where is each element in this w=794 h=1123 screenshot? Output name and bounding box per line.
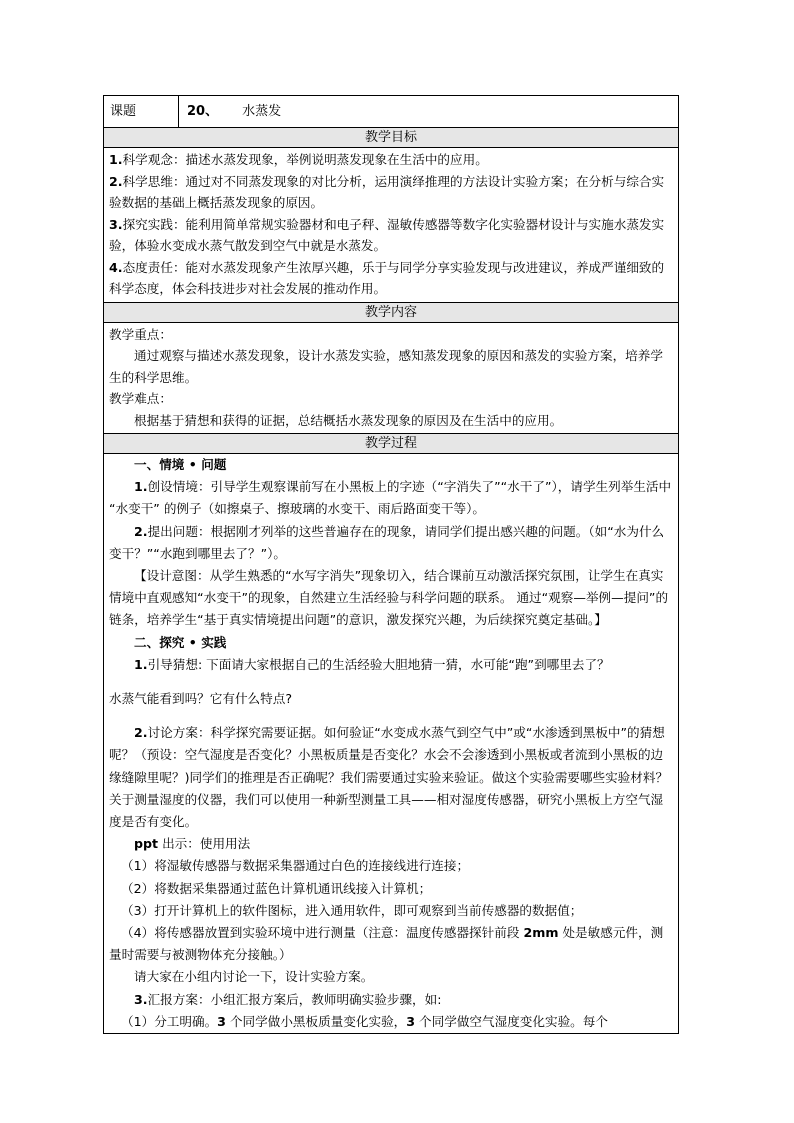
objective-item: 2.科学思维：通过对不同蒸发现象的对比分析，运用演绎推理的方法设计实验方案；在分析与综合实验数据的基础上概括蒸发现象的原因。 bbox=[109, 173, 665, 210]
part1-title: 一、情境 • 问题 bbox=[134, 457, 227, 472]
objective-item: 1.科学观念：描述水蒸发现象，举例说明蒸发现象在生活中的应用。 bbox=[109, 152, 488, 167]
lesson-title: 水蒸发 bbox=[242, 104, 282, 119]
topic-value bbox=[179, 96, 678, 127]
title-row bbox=[104, 96, 678, 128]
process-heading: 教学过程 bbox=[104, 434, 678, 454]
objective-item: 3.探究实践：能利用简单常规实验器材和电子秤、湿敏传感器等数字化实验器材设计与实施水蒸发实验，体验水变成水蒸气散发到空气中就是水蒸发。 bbox=[109, 216, 665, 253]
process-paragraph: 请大家在小组内讨论一下，设计实验方案。 bbox=[134, 969, 374, 985]
lesson-plan-table bbox=[103, 95, 679, 1034]
difficulty-text: 根据基于猜想和获得的证据，总结概括水蒸发现象的原因及在生活中的应用。 bbox=[134, 412, 563, 428]
process-paragraph: 1.创设情境：引导学生观察课前写在小黑板上的字迹（“字消失了”“水干了”），请学生列举生活中 “水变干” 的例子（如擦桌子、擦玻璃的水变干、雨后路面变干等）。 bbox=[109, 479, 672, 517]
process-paragraph: 2.提出问题：根据刚才列举的这些普遍存在的现象，请同学们提出感兴趣的问题。（如“水为什么变干？”“水跑到哪里去了？”）。 bbox=[109, 523, 665, 561]
usage-step: （3）打开计算机上的软件图标，进入通用软件，即可观察到当前传感器的数据值； bbox=[121, 902, 583, 918]
part2-title: 二、探究 • 实践 bbox=[134, 634, 227, 650]
ppt-line: ppt 出示：使用用法 bbox=[134, 836, 251, 852]
process-paragraph: 3.汇报方案：小组汇报方案后，教师明确实验步骤，如: bbox=[134, 991, 442, 1007]
process-section bbox=[104, 454, 678, 1033]
process-paragraph: 1.引导猜想: 下面请大家根据自己的生活经验大胆地猜一猜，水可能“跑”到哪里去了？ bbox=[134, 656, 610, 672]
usage-step: （2）将数据采集器通过蓝色计算机通讯线接入计算机； bbox=[121, 880, 432, 896]
objectives-section bbox=[104, 148, 678, 303]
content-heading: 教学内容 bbox=[104, 303, 678, 323]
process-paragraph: （1）分工明确。3 个同学做小黑板质量变化实验，3 个同学做空气湿度变化实验。每个 bbox=[121, 1013, 608, 1029]
usage-step: （1）将湿敏传感器与数据采集器通过白色的连接线进行连接； bbox=[121, 858, 470, 874]
process-paragraph: 水蒸气能看到吗？它有什么特点? bbox=[109, 691, 292, 707]
key-points-label: 教学重点： bbox=[109, 326, 172, 342]
difficulty-label: 教学难点： bbox=[109, 391, 172, 406]
spacer bbox=[109, 710, 675, 722]
objectives-heading: 教学目标 bbox=[104, 128, 678, 148]
content-section bbox=[104, 323, 678, 435]
topic-label: 课题 bbox=[104, 96, 179, 127]
key-points-text: 通过观察与描述水蒸发现象，设计水蒸发实验，感知蒸发现象的原因和蒸发的实验方案，培养学生的科学思维。 bbox=[109, 348, 663, 385]
usage-step: （4）将传感器放置到实验环境中进行测量（注意：温度传感器探针前段 2mm 处是敏感元件，测量时需要与被测物体充分接触。） bbox=[109, 925, 664, 963]
spacer bbox=[109, 676, 675, 688]
process-paragraph: 2.讨论方案：科学探究需要证据。如何验证“水变成水蒸气到空气中”或“水渗透到黑板中”的猜想呢？（预设：空气湿度是否变化？小黑板质量是否变化？水会不会渗透到小黑板或者流到小黑板的边缘缝隙里呢？)同学们的推理是否正确呢？我们需要通过实验来验证。做这个实验需要哪些实验材料？关于测量湿度的仪器，我们可以使用一种新型测量工具——相对湿度传感器，研究小黑板上方空气湿度是否有变化。 bbox=[109, 725, 669, 830]
lesson-number: 20、 bbox=[187, 104, 219, 119]
objective-item: 4.态度责任：能对水蒸发现象产生浓厚兴趣，乐于与同学分享实验发现与改进建议，养成严谨细致的科学态度，体会科技进步对社会发展的推动作用。 bbox=[109, 259, 665, 296]
design-intent: 【设计意图：从学生熟悉的“水写字消失”现象切入，结合课前互动激活探究氛围，让学生在真实情境中直观感知“水变干”的现象，自然建立生活经验与科学问题的联系。 通过“观察—举例—提问”的链条，培养学生“基于真实情境提出问题”的意识，激发探究兴趣，为后续探究奠定基础。】 bbox=[109, 568, 669, 628]
